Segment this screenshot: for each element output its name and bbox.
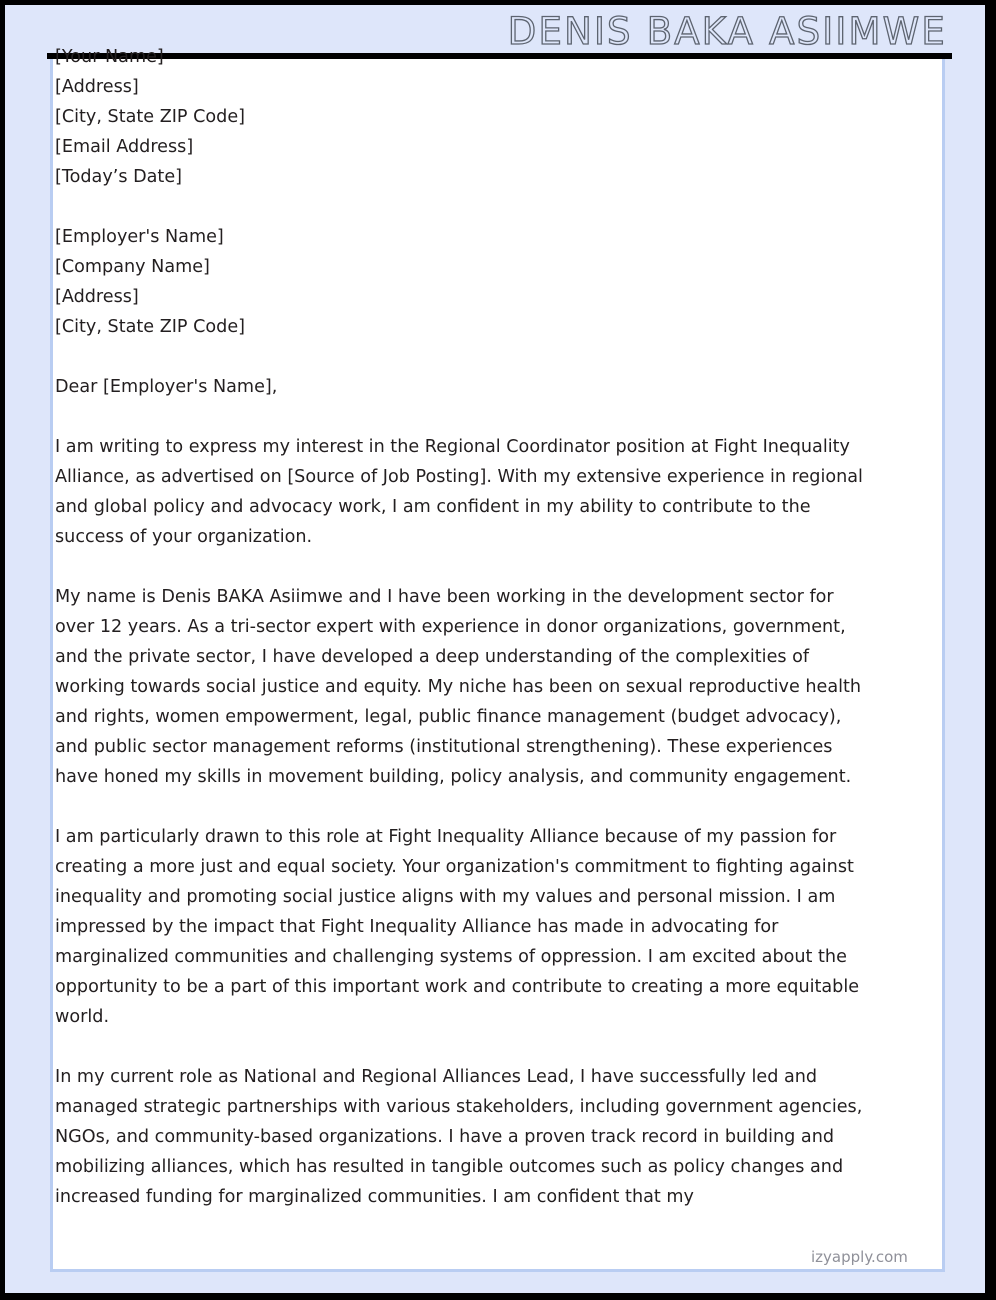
letter-paragraph: My name is Denis BAKA Asiimwe and I have been working in the development sector for over 12 years. As a tri-sector expert with experience in donor organizations, government, and the private sector, I have developed a deep understanding of the complexities of working towards social justice and equity. My niche has been on sexual reproductive health and rights, women empowerment, legal, public finance management (budget advocacy), and public sector management reforms (institutional strengthening). These experiences have honed my skills in movement building, policy analysis, and community engagement.: [55, 587, 862, 787]
recipient-line: [City, State ZIP Code]: [55, 317, 246, 337]
sender-line: [Your Name]: [55, 47, 164, 67]
sender-line: [Email Address]: [55, 137, 194, 157]
letter-paragraph: I am writing to express my interest in the Regional Coordinator position at Fight Inequality Alliance, as advertised on [Source of Job Posting]. With my extensive experience in regional and global policy and advocacy work, I am confident in my ability to contribute to the success of your organization.: [55, 437, 863, 547]
recipient-line: [Company Name]: [55, 257, 210, 277]
recipient-line: [Address]: [55, 287, 139, 307]
sender-line: [Today’s Date]: [55, 167, 183, 187]
letter-paragraph: In my current role as National and Regional Alliances Lead, I have successfully led and managed strategic partnerships with various stakeholders, including government agencies, NGOs, and community-based organizations. I have a proven track record in building and mobilizing alliances, which has resulted in tangible outcomes such as policy changes and increased funding for marginalized communities. I am confident that my: [55, 1067, 863, 1207]
sender-address-block: [55, 42, 875, 192]
sender-line: [City, State ZIP Code]: [55, 107, 246, 127]
site-watermark: izyapply.com: [811, 1248, 908, 1266]
recipient-address-block: [55, 222, 875, 342]
cover-letter-body: [55, 42, 875, 1242]
salutation: Dear [Employer's Name],: [55, 377, 278, 397]
page-title: DENIS BAKA ASIIMWE: [507, 10, 947, 53]
sender-line: [Address]: [55, 77, 139, 97]
recipient-line: [Employer's Name]: [55, 227, 224, 247]
page-backdrop: [5, 5, 985, 1293]
letter-paragraph: I am particularly drawn to this role at Fight Inequality Alliance because of my passion for creating a more just and equal society. Your organization's commitment to fighting against inequality and promoting social justice aligns with my values and personal mission. I am impressed by the impact that Fight Inequality Alliance has made in advocating for marginalized communities and challenging systems of oppression. I am excited about the opportunity to be a part of this important work and contribute to creating a more equitable world.: [55, 827, 860, 1027]
